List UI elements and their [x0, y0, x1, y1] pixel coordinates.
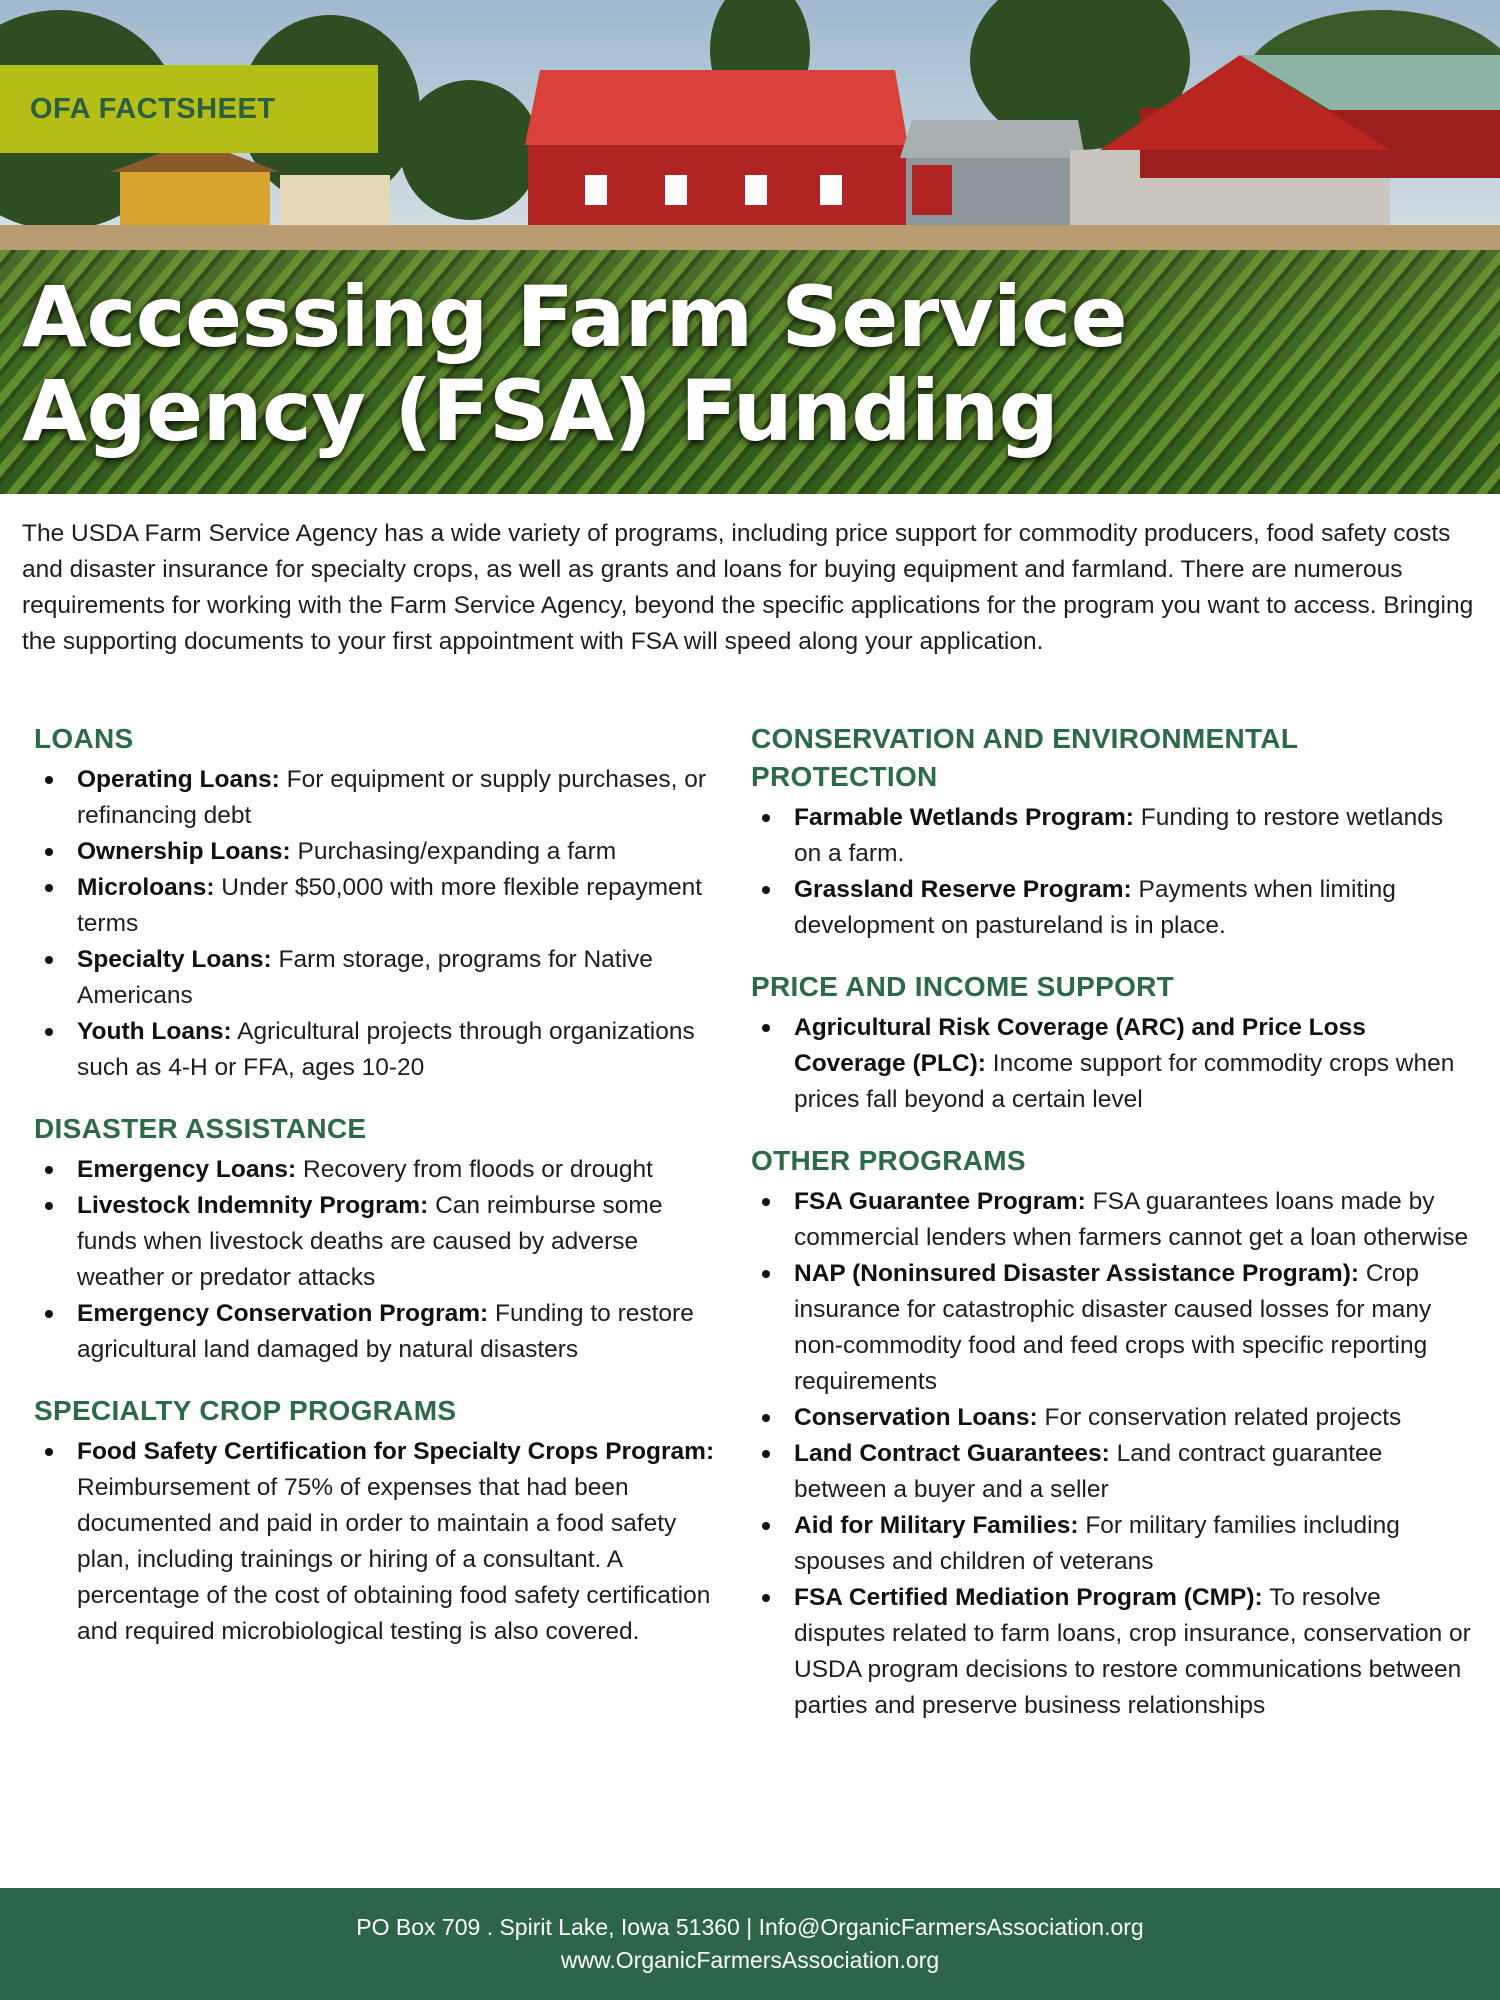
intro-paragraph: The USDA Farm Service Agency has a wide variety of programs, including price support for commodity producers, food safety costs and disaster insurance for specialty crops, as well as grants and loans for buying equipment and farmland. There are numerous requirements for working with the Farm Service Agency, beyond the specific applications for the program you want to access. Bringing the supporting documents to your first appointment with FSA will speed along your application.: [22, 520, 1474, 655]
list-item: [751, 1184, 1471, 1256]
item-term: Grassland Reserve Program:: [794, 876, 1132, 903]
list-item: [34, 1296, 724, 1368]
bullet-icon: [45, 776, 53, 784]
item-text: Crop insurance for catastrophic disaster caused losses for many non-commodity food and feed crops with specific reporting requirements: [794, 1260, 1432, 1395]
item-term: Microloans:: [77, 874, 215, 901]
bullet-icon: [762, 814, 770, 822]
bullet-icon: [762, 1270, 770, 1278]
bullet-icon: [762, 1414, 770, 1422]
section-heading: PRICE AND INCOME SUPPORT: [751, 971, 1175, 1002]
item-text: Funding to restore agricultural land damaged by natural disasters: [77, 1300, 694, 1363]
item-text: Payments when limiting development on pastureland is in place.: [794, 876, 1396, 939]
item-term: Emergency Conservation Program:: [77, 1300, 489, 1327]
list-item: [34, 1014, 724, 1086]
title-line-2: Agency (FSA) Funding: [22, 362, 1059, 460]
bullet-icon: [45, 1448, 53, 1456]
item-text: Land contract guarantee between a buyer and a seller: [794, 1440, 1383, 1503]
list-item: [751, 1010, 1471, 1118]
item-text: Purchasing/expanding a farm: [290, 838, 617, 865]
bullet-icon: [45, 884, 53, 892]
bullet-icon: [45, 1166, 53, 1174]
item-term: Livestock Indemnity Program:: [77, 1192, 429, 1219]
bullet-icon: [762, 1198, 770, 1206]
item-text: FSA guarantees loans made by commercial lenders when farmers cannot get a loan otherwise: [794, 1188, 1469, 1251]
list-item: [751, 1436, 1471, 1508]
section-loans: [34, 720, 724, 1086]
section-disaster-assistance: [34, 1110, 724, 1368]
section-price-income-support: [751, 968, 1471, 1118]
bullet-list: [751, 1010, 1471, 1118]
item-text: Funding to restore wetlands on a farm.: [794, 804, 1444, 867]
bullet-icon: [45, 1310, 53, 1318]
section-other-programs: [751, 1142, 1471, 1724]
item-term: NAP (Noninsured Disaster Assistance Program):: [794, 1260, 1360, 1287]
item-text: Income support for commodity crops when prices fall beyond a certain level: [794, 1050, 1455, 1113]
list-item: [751, 1256, 1471, 1400]
item-text: Reimbursement of 75% of expenses that had been documented and paid in order to maintain a food safety plan, including trainings or hiring of a consultant. A percentage of the cost of obtaining food safety certification and required microbiological testing is also covered.: [77, 1474, 711, 1645]
list-item: [34, 1434, 724, 1650]
bullet-icon: [762, 1522, 770, 1530]
bullet-list: [34, 1434, 724, 1650]
item-text: Recovery from floods or drought: [296, 1156, 653, 1183]
list-item: [34, 834, 724, 870]
list-item: [751, 800, 1471, 872]
list-item: [34, 1152, 724, 1188]
section-conservation: [751, 720, 1471, 944]
bullet-icon: [45, 848, 53, 856]
section-heading: DISASTER ASSISTANCE: [34, 1113, 367, 1144]
list-item: [751, 872, 1471, 944]
page-title: [22, 270, 1127, 458]
section-heading: CONSERVATION AND ENVIRONMENTAL PROTECTION: [751, 723, 1298, 792]
bullet-icon: [45, 1202, 53, 1210]
section-heading: LOANS: [34, 723, 134, 754]
section-specialty-crop-programs: [34, 1392, 724, 1650]
left-column: [34, 720, 724, 1674]
item-term: Aid for Military Families:: [794, 1512, 1079, 1539]
item-text: Can reimburse some funds when livestock deaths are caused by adverse weather or predator attacks: [77, 1192, 663, 1291]
item-text: Agricultural projects through organizations such as 4-H or FFA, ages 10-20: [77, 1018, 695, 1081]
item-text: Farm storage, programs for Native Americans: [77, 946, 653, 1009]
item-term: Food Safety Certification for Specialty Crops Program:: [77, 1438, 715, 1465]
section-heading: OTHER PROGRAMS: [751, 1145, 1026, 1176]
bullet-list: [751, 1184, 1471, 1724]
item-text: Under $50,000 with more flexible repayment terms: [77, 874, 703, 937]
item-term: Agricultural Risk Coverage (ARC) and Price Loss Coverage (PLC):: [794, 1014, 1366, 1077]
bullet-list: [751, 800, 1471, 944]
list-item: [751, 1580, 1471, 1724]
bullet-icon: [762, 1594, 770, 1602]
item-term: Operating Loans:: [77, 766, 280, 793]
hero-banner: [0, 0, 1500, 494]
badge-label: OFA FACTSHEET: [30, 92, 276, 125]
list-item: [34, 1188, 724, 1296]
item-term: Land Contract Guarantees:: [794, 1440, 1110, 1467]
item-text: For equipment or supply purchases, or refinancing debt: [77, 766, 707, 829]
item-term: Conservation Loans:: [794, 1404, 1038, 1431]
bullet-icon: [762, 886, 770, 894]
bullet-icon: [762, 1450, 770, 1458]
item-term: Farmable Wetlands Program:: [794, 804, 1134, 831]
title-line-1: Accessing Farm Service: [22, 268, 1128, 366]
list-item: [751, 1400, 1471, 1436]
item-text: For military families including spouses and children of veterans: [794, 1512, 1400, 1575]
item-term: Youth Loans:: [77, 1018, 232, 1045]
section-heading: SPECIALTY CROP PROGRAMS: [34, 1395, 457, 1426]
item-term: FSA Guarantee Program:: [794, 1188, 1086, 1215]
footer: [0, 1888, 1500, 2000]
list-item: [34, 870, 724, 942]
bullet-icon: [45, 956, 53, 964]
item-term: Ownership Loans:: [77, 838, 291, 865]
item-term: Specialty Loans:: [77, 946, 272, 973]
item-term: Emergency Loans:: [77, 1156, 297, 1183]
bullet-list: [34, 1152, 724, 1368]
bullet-icon: [762, 1024, 770, 1032]
list-item: [34, 942, 724, 1014]
factsheet-badge: [0, 65, 378, 153]
item-text: To resolve disputes related to farm loans, crop insurance, conservation or USDA program decisions to restore communications between parties and preserve business relationships: [794, 1584, 1471, 1719]
item-text: For conservation related projects: [1037, 1404, 1402, 1431]
footer-address: PO Box 709 . Spirit Lake, Iowa 51360 | Info@OrganicFarmersAssociation.org: [356, 1914, 1144, 1940]
item-term: FSA Certified Mediation Program (CMP):: [794, 1584, 1263, 1611]
right-column: [751, 720, 1471, 1748]
list-item: [751, 1508, 1471, 1580]
footer-website-link[interactable]: www.OrganicFarmersAssociation.org: [560, 1947, 940, 1973]
bullet-icon: [45, 1028, 53, 1036]
bullet-list: [34, 762, 724, 1086]
list-item: [34, 762, 724, 834]
